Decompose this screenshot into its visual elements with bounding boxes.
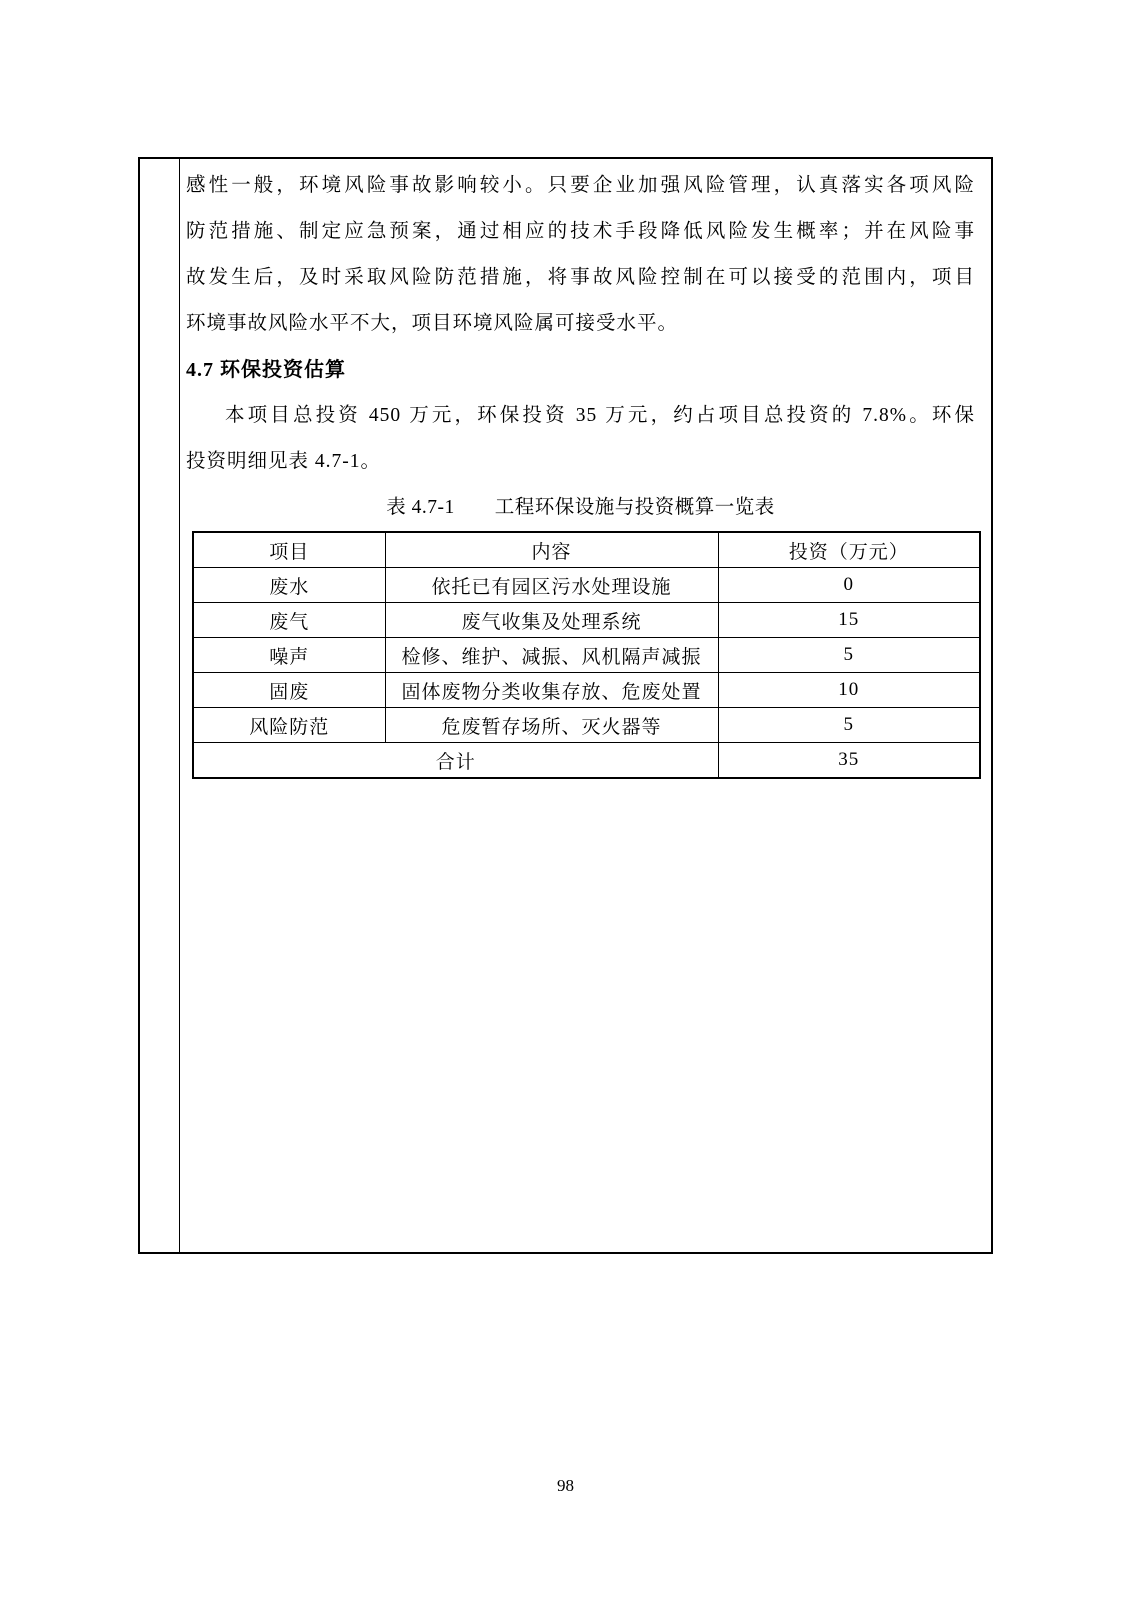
page-number: 98	[557, 1476, 574, 1495]
table-row	[193, 708, 980, 743]
table-row	[193, 568, 980, 603]
cell-investment: 5	[718, 708, 980, 743]
paragraph-risk-conclusion	[186, 163, 975, 347]
frame-left-column	[140, 159, 180, 1252]
cell-total-value: 35	[718, 743, 980, 779]
cell-investment: 0	[718, 568, 980, 603]
table-row	[193, 603, 980, 638]
cell-investment: 5	[718, 638, 980, 673]
col-header-item: 项目	[193, 532, 385, 568]
col-header-content: 内容	[385, 532, 718, 568]
frame-content	[180, 159, 991, 1252]
cell-investment: 15	[718, 603, 980, 638]
cell-content: 固体废物分类收集存放、危废处置	[385, 673, 718, 708]
paragraph-investment-summary	[186, 393, 975, 485]
table-caption: 表 4.7-1 工程环保设施与投资概算一览表	[386, 497, 775, 518]
paragraph-line: 环境事故风险水平不大，项目环境风险属可接受水平。	[186, 313, 679, 334]
cell-content: 废气收集及处理系统	[385, 603, 718, 638]
cell-item: 噪声	[193, 638, 385, 673]
table-header-row	[193, 532, 980, 568]
cell-investment: 10	[718, 673, 980, 708]
col-header-investment: 投资（万元）	[718, 532, 980, 568]
cell-item: 废水	[193, 568, 385, 603]
investment-table	[192, 531, 981, 779]
paragraph-line: 故发生后，及时采取风险防范措施，将事故风险控制在可以接受的范围内，项目	[186, 267, 975, 288]
cell-content: 危废暂存场所、灭火器等	[385, 708, 718, 743]
table-row	[193, 673, 980, 708]
page-frame	[138, 157, 993, 1254]
paragraph-line: 投资明细见表 4.7-1。	[186, 451, 381, 472]
cell-item: 废气	[193, 603, 385, 638]
paragraph-line: 防范措施、制定应急预案，通过相应的技术手段降低风险发生概率；并在风险事	[186, 221, 975, 242]
paragraph-line: 感性一般，环境风险事故影响较小。只要企业加强风险管理，认真落实各项风险	[186, 175, 975, 196]
paragraph-line: 本项目总投资 450 万元，环保投资 35 万元，约占项目总投资的 7.8%。环保	[225, 405, 975, 426]
cell-content: 检修、维护、减振、风机隔声减振	[385, 638, 718, 673]
cell-total-label: 合计	[193, 743, 718, 779]
section-heading: 4.7 环保投资估算	[186, 359, 346, 381]
cell-item: 风险防范	[193, 708, 385, 743]
cell-item: 固废	[193, 673, 385, 708]
table-total-row	[193, 743, 980, 779]
cell-content: 依托已有园区污水处理设施	[385, 568, 718, 603]
table-row	[193, 638, 980, 673]
